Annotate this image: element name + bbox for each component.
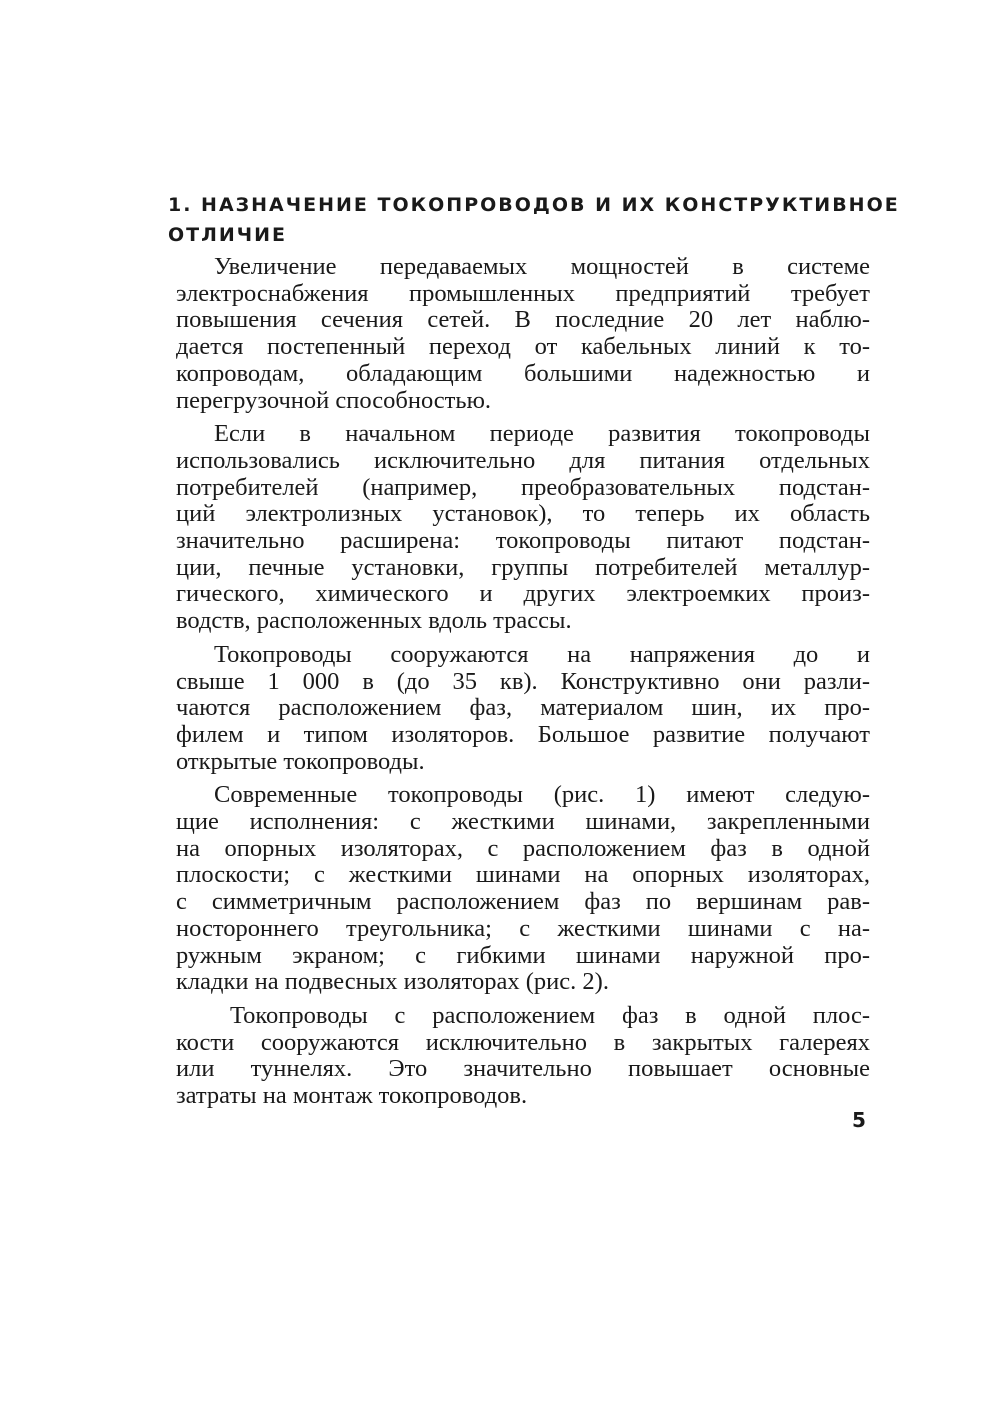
text-line: затраты на монтаж токопроводов. (176, 1082, 528, 1110)
text-line: на опорных изоляторах, с расположением фаз в одной (176, 834, 870, 862)
section-heading-line-1: 1. НАЗНАЧЕНИЕ ТОКОПРОВОДОВ И ИХ КОНСТРУКТИВНОЕ (168, 194, 900, 216)
text-line: ций электролизных установок), то теперь их область (176, 500, 870, 528)
text-line: дается постепенный переход от кабельных линий к то- (176, 333, 870, 361)
text-line: потребителей (например, преобразовательных подстан- (176, 473, 870, 501)
text-line: ружным экраном; с гибкими шинами наружной про- (176, 941, 870, 969)
paragraph-5 (176, 1003, 870, 1110)
text-line: повышения сечения сетей. В последние 20 лет наблю- (176, 306, 870, 334)
text-line: или туннелях. Это значительно повышает основные (176, 1055, 870, 1083)
text-line: кладки на подвесных изоляторах (рис. 2). (176, 968, 609, 996)
body-text (176, 254, 870, 1117)
text-line: филем и типом изоляторов. Большое развитие получают (176, 720, 870, 748)
text-line: Токопроводы с расположением фаз в одной плос- (230, 1001, 870, 1029)
text-line: щие исполнения: с жесткими шинами, закрепленными (176, 808, 870, 836)
text-line: водств, расположенных вдоль трассы. (176, 607, 572, 635)
text-line: кости сооружаются исключительно в закрытых галереях (176, 1028, 870, 1056)
text-line: Увеличение передаваемых мощностей в системе (214, 253, 870, 280)
section-heading (168, 190, 900, 250)
text-line: открытые токопроводы. (176, 747, 425, 775)
text-line: Токопроводы сооружаются на напряжения до и (214, 640, 870, 668)
text-line: с симметричным расположением фаз по вершинам рав- (176, 888, 870, 916)
text-line: свыше 1 000 в (до 35 кв). Конструктивно они разли- (176, 667, 870, 695)
paragraph-4 (176, 782, 870, 996)
text-line: значительно расширена: токопроводы питают подстан- (176, 527, 870, 555)
text-line: копроводам, обладающим большими надежностью и (176, 359, 870, 387)
text-line: электроснабжения промышленных предприятий требует (176, 279, 870, 307)
page-number: 5 (852, 1108, 866, 1132)
text-line: чаются расположением фаз, материалом шин, их про- (176, 694, 870, 722)
paragraph-1 (176, 254, 870, 414)
section-heading-line-2: ОТЛИЧИЕ (168, 224, 288, 246)
text-line: использовались исключительно для питания отдельных (176, 446, 870, 474)
text-line: гического, химического и других электроемких произ- (176, 580, 870, 608)
text-line: ностороннего треугольника; с жесткими шинами с на- (176, 914, 870, 942)
text-line: перегрузочной способностью. (176, 386, 491, 414)
paragraph-2 (176, 421, 870, 635)
paragraph-3 (176, 642, 870, 776)
text-line: плоскости; с жесткими шинами на опорных изоляторах, (176, 861, 870, 889)
text-line: Современные токопроводы (рис. 1) имеют следую- (214, 781, 870, 809)
text-line: ции, печные установки, группы потребителей металлур- (176, 553, 870, 581)
text-line: Если в начальном периоде развития токопроводы (214, 420, 870, 448)
